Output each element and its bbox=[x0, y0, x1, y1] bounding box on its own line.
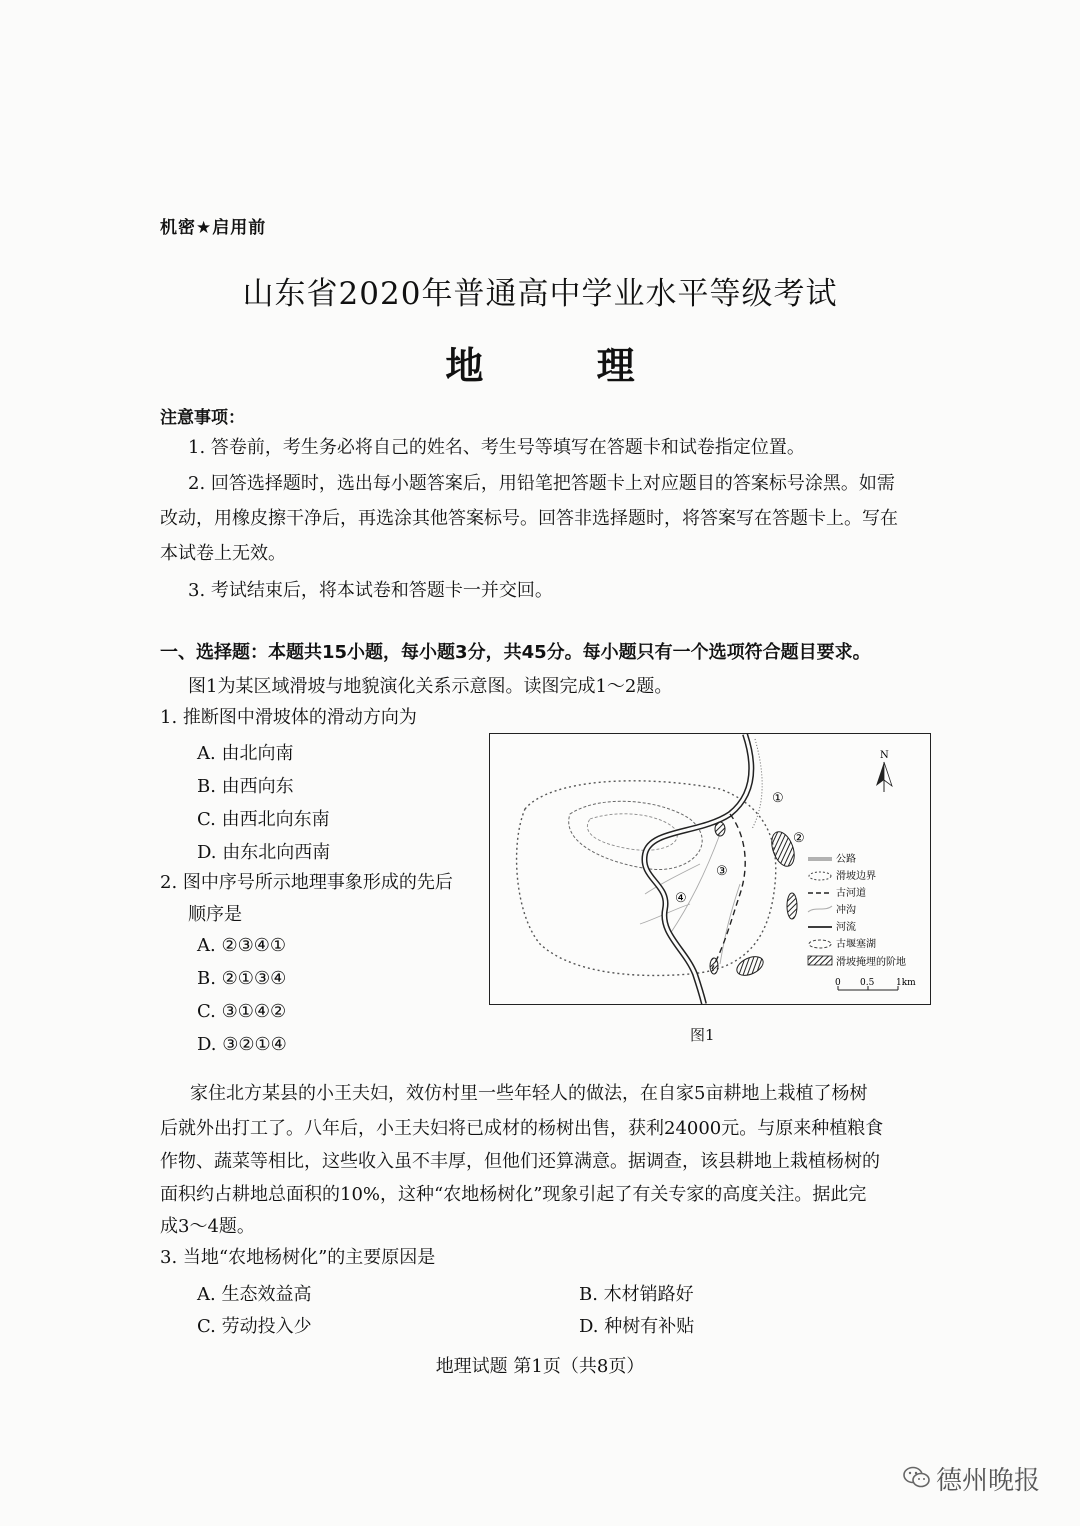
buried-terrace bbox=[787, 893, 797, 919]
label-3: ③ bbox=[716, 864, 728, 879]
buried-terrace bbox=[715, 822, 725, 836]
scale-half: 0.5 bbox=[860, 978, 875, 988]
label-1: ① bbox=[772, 791, 784, 806]
section-1-heading: 一、选择题：本题共15小题，每小题3分，共45分。每小题只有一个选项符合题目要求。 bbox=[160, 642, 871, 663]
north-label: N bbox=[880, 750, 889, 761]
question-3-stem: 3. 当地“农地杨树化”的主要原因是 bbox=[160, 1247, 436, 1268]
question-2-stem-line-1: 2. 图中序号所示地理事象形成的先后 bbox=[160, 872, 453, 893]
notice-item-2-line-3: 本试卷上无效。 bbox=[160, 543, 286, 564]
question-3-option-a: A. 生态效益高 bbox=[197, 1284, 312, 1305]
ancient-channel bbox=[712, 814, 745, 969]
question-2-option-b: B. ②①③④ bbox=[197, 968, 287, 989]
buried-terrace bbox=[734, 953, 766, 979]
scale-1km: 1km bbox=[896, 978, 916, 988]
label-4: ④ bbox=[675, 891, 687, 906]
question-3-option-b: B. 木材销路好 bbox=[579, 1284, 694, 1305]
passage-line-3: 作物、蔬菜等相比，这些收入虽不丰厚，但他们还算满意。据调查，该县耕地上栽植杨树的 bbox=[160, 1151, 880, 1172]
question-2-option-a: A. ②③④① bbox=[197, 935, 286, 956]
legend-gully: 冲沟 bbox=[836, 905, 856, 916]
notice-item-3: 3. 考试结束后，将本试卷和答题卡一并交回。 bbox=[188, 580, 553, 601]
figure-1-map bbox=[489, 733, 931, 1005]
notice-item-1: 1. 答卷前，考生务必将自己的姓名、考生号等填写在答题卡和试卷指定位置。 bbox=[188, 437, 805, 458]
legend-buried-terrace: 滑坡掩埋的阶地 bbox=[836, 957, 906, 968]
legend-slide-boundary: 滑坡边界 bbox=[836, 871, 876, 882]
landslide-map-svg bbox=[490, 734, 930, 1004]
question-1-option-a: A. 由北向南 bbox=[197, 743, 294, 764]
question-2-option-d: D. ③②①④ bbox=[197, 1034, 287, 1055]
section-1-intro: 图1为某区域滑坡与地貌演化关系示意图。读图完成1～2题。 bbox=[188, 676, 673, 697]
question-1-option-d: D. 由东北向西南 bbox=[197, 842, 331, 863]
passage-line-1: 家住北方某县的小王夫妇，效仿村里一些年轻人的做法，在自家5亩耕地上栽植了杨树 bbox=[190, 1083, 868, 1104]
question-2-option-c: C. ③①④② bbox=[197, 1001, 287, 1022]
notice-item-2-line-2: 改动，用橡皮擦干净后，再选涂其他答案标号。回答非选择题时，将答案写在答题卡上。写在 bbox=[160, 508, 898, 529]
scale-0: 0 bbox=[835, 978, 841, 988]
question-3-option-c: C. 劳动投入少 bbox=[197, 1316, 312, 1337]
question-2-stem-line-2: 顺序是 bbox=[188, 904, 242, 925]
legend bbox=[808, 852, 906, 968]
figure-1-caption: 图1 bbox=[690, 1026, 715, 1044]
scale-bar bbox=[835, 978, 916, 990]
exam-title: 山东省2020年普通高中学业水平等级考试 bbox=[242, 276, 838, 312]
buried-terrace bbox=[710, 958, 718, 974]
notice-item-2-line-1: 2. 回答选择题时，选出每小题答案后，用铅笔把答题卡上对应题目的答案标号涂黑。如需 bbox=[188, 473, 895, 494]
legend-ancient-channel: 古河道 bbox=[836, 888, 866, 899]
question-1-option-c: C. 由西北向东南 bbox=[197, 809, 330, 830]
road bbox=[752, 739, 762, 829]
page-footer: 地理试题 第1页（共8页） bbox=[435, 1356, 645, 1377]
legend-road: 公路 bbox=[836, 854, 856, 865]
watermark-text: 德州晚报 bbox=[936, 1466, 1041, 1496]
legend-river: 河流 bbox=[836, 922, 856, 933]
notice-heading: 注意事项： bbox=[160, 408, 245, 428]
question-1-option-b: B. 由西向东 bbox=[197, 776, 294, 797]
north-arrow-icon bbox=[876, 750, 892, 792]
dammed-lake bbox=[569, 801, 702, 869]
passage-line-5: 成3～4题。 bbox=[160, 1216, 255, 1237]
confidential-label: 机密★启用前 bbox=[160, 218, 267, 238]
legend-dammed-lake: 古堰塞湖 bbox=[836, 939, 876, 950]
passage-line-4: 面积约占耕地总面积的10%，这种“农地杨树化”现象引起了有关专家的高度关注。据此完 bbox=[160, 1184, 867, 1205]
river bbox=[644, 734, 751, 1004]
question-1-stem: 1. 推断图中滑坡体的滑动方向为 bbox=[160, 707, 417, 728]
gully bbox=[640, 834, 740, 964]
question-3-option-d: D. 种树有补贴 bbox=[579, 1316, 695, 1337]
subject-title: 地 理 bbox=[445, 343, 685, 388]
wechat-icon bbox=[902, 1462, 932, 1492]
label-2: ② bbox=[793, 831, 805, 846]
passage-line-2: 后就外出打工了。八年后，小王夫妇将已成材的杨树出售，获利24000元。与原来种植粮食 bbox=[160, 1118, 884, 1139]
